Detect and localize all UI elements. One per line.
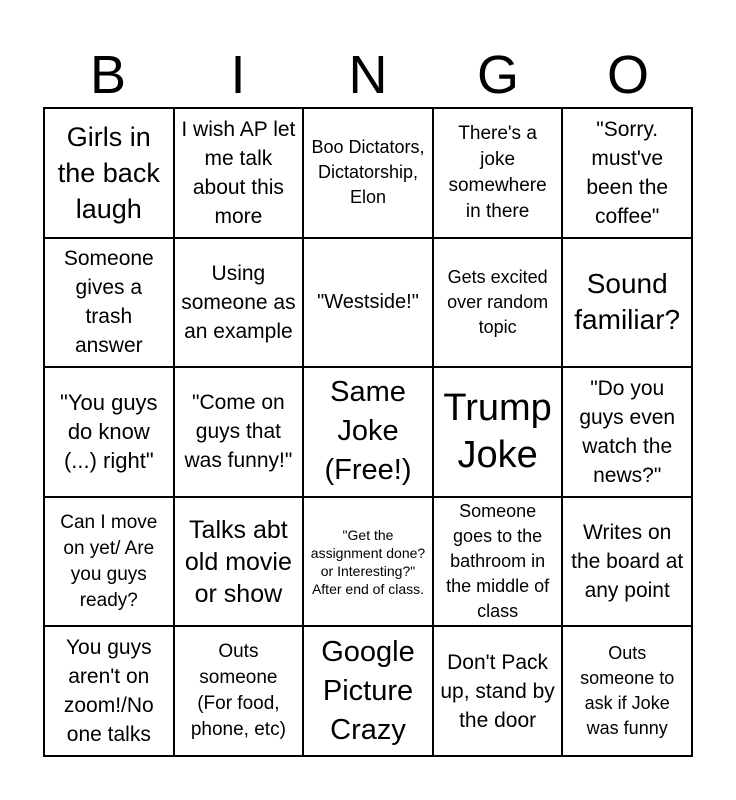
bingo-cell[interactable] bbox=[303, 108, 433, 238]
cell-text: "Sorry. must've been the coffee" bbox=[586, 117, 669, 228]
cell-text: You guys aren't on zoom!/No one talks bbox=[63, 636, 154, 747]
bingo-cell[interactable] bbox=[433, 367, 563, 497]
cell-text: Girls in the back laugh bbox=[57, 121, 160, 224]
bingo-cell[interactable] bbox=[562, 238, 692, 368]
cell-text: Don't Pack up, stand by the door bbox=[440, 650, 555, 732]
cell-text: Google Picture Crazy bbox=[321, 635, 415, 746]
cell-text: "Do you guys even watch the news?" bbox=[579, 376, 676, 487]
bingo-cell[interactable] bbox=[174, 367, 304, 497]
cell-text: Sound familiar? bbox=[574, 268, 681, 336]
bingo-cell[interactable] bbox=[44, 367, 174, 497]
cell-text: Outs someone to ask if Joke was funny bbox=[580, 643, 675, 739]
bingo-cell[interactable] bbox=[174, 626, 304, 756]
bingo-cell[interactable] bbox=[433, 238, 563, 368]
header-letter-n: N bbox=[348, 45, 388, 105]
bingo-cell[interactable] bbox=[303, 238, 433, 368]
bingo-cell[interactable] bbox=[303, 626, 433, 756]
bingo-cell[interactable] bbox=[433, 108, 563, 238]
cell-text: "Come on guys that was funny!" bbox=[184, 391, 293, 473]
header-letter-b: B bbox=[89, 45, 127, 105]
header-letter-o: O bbox=[606, 45, 649, 105]
cell-text: Trump Joke bbox=[443, 386, 552, 476]
bingo-header bbox=[43, 44, 693, 106]
bingo-card-grid bbox=[43, 107, 693, 757]
cell-text: "Get the assignment done? or Interesting?" After end of class. bbox=[310, 526, 426, 597]
cell-text: "Westside!" bbox=[317, 290, 419, 313]
cell-text: Using someone as an example bbox=[181, 261, 296, 343]
bingo-cell[interactable] bbox=[174, 497, 304, 627]
bingo-cell[interactable] bbox=[44, 238, 174, 368]
cell-text: Can I move on yet/ Are you guys ready? bbox=[60, 511, 158, 611]
bingo-cell[interactable] bbox=[562, 626, 692, 756]
bingo-cell[interactable] bbox=[44, 626, 174, 756]
bingo-cell[interactable] bbox=[562, 497, 692, 627]
bingo-cell[interactable] bbox=[562, 367, 692, 497]
cell-text: "You guys do know (...) right" bbox=[60, 390, 158, 474]
bingo-cell[interactable] bbox=[303, 497, 433, 627]
cell-text: I wish AP let me talk about this more bbox=[181, 117, 296, 228]
bingo-cell[interactable] bbox=[174, 238, 304, 368]
cell-text: Same Joke (Free!) bbox=[324, 376, 412, 487]
cell-text: Talks abt old movie or show bbox=[184, 515, 292, 608]
bingo-cell[interactable] bbox=[44, 497, 174, 627]
cell-text: Someone gives a trash answer bbox=[63, 247, 154, 358]
bingo-cell[interactable] bbox=[562, 108, 692, 238]
cell-text: Outs someone (For food, phone, etc) bbox=[190, 641, 286, 741]
cell-text: Someone goes to the bathroom in the middle of class bbox=[446, 501, 550, 622]
header-letter-g: G bbox=[476, 45, 519, 105]
bingo-cell[interactable] bbox=[174, 108, 304, 238]
bingo-cell[interactable] bbox=[433, 497, 563, 627]
cell-text: Writes on the board at any point bbox=[571, 521, 684, 603]
cell-text: There's a joke somewhere in there bbox=[448, 122, 547, 222]
cell-text: Gets excited over random topic bbox=[447, 266, 549, 337]
cell-text: Boo Dictators, Dictatorship, Elon bbox=[311, 137, 425, 208]
header-letter-i: I bbox=[230, 45, 246, 105]
bingo-cell[interactable] bbox=[433, 626, 563, 756]
free-space-cell[interactable] bbox=[303, 367, 433, 497]
bingo-cell[interactable] bbox=[44, 108, 174, 238]
